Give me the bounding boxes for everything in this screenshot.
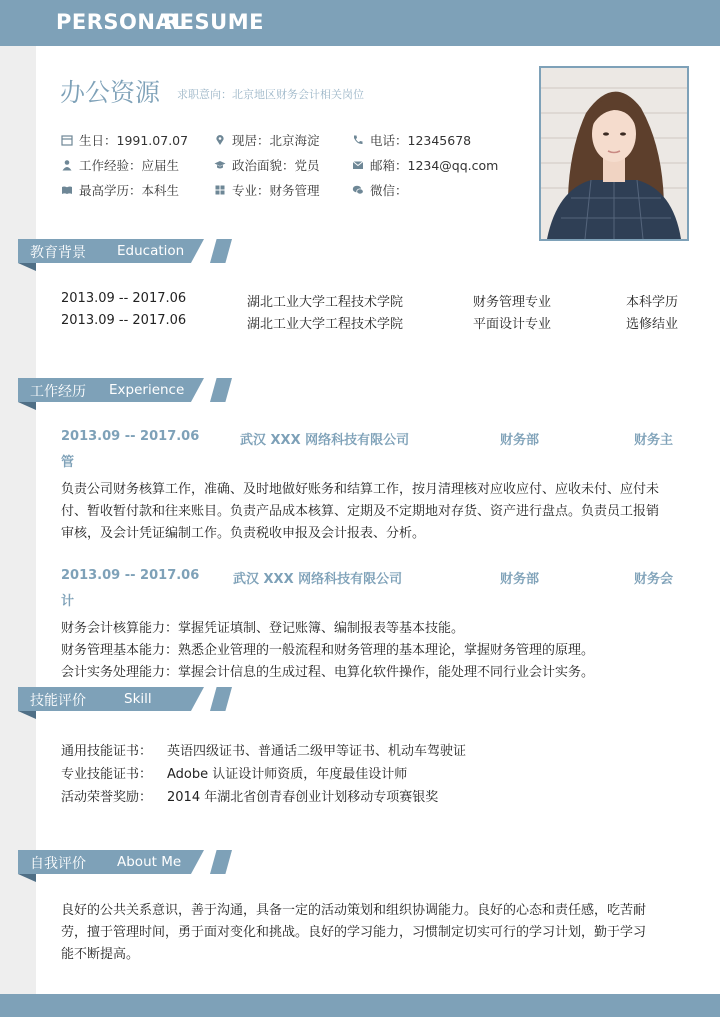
experience-company: 武汉 XXX 网络科技有限公司 <box>233 572 403 587</box>
section-title-cn: 技能评价 <box>30 693 86 709</box>
skill-row <box>61 763 407 782</box>
section-title-en: Skill <box>124 691 152 707</box>
profile-photo <box>539 66 689 241</box>
section-title-en: Education <box>117 243 185 259</box>
calendar-icon <box>61 134 73 146</box>
section-title-en: Experience <box>109 382 185 398</box>
about-me-text <box>61 900 681 966</box>
section-title-en: About Me <box>117 854 182 870</box>
location-icon <box>214 134 226 146</box>
skill-label: 通用技能证书： <box>61 744 153 759</box>
grid-icon <box>214 184 226 196</box>
experience-period: 2013.09 -- 2017.06 <box>61 429 200 444</box>
education-degree: 选修结业 <box>626 317 679 332</box>
info-birthday: 生日：1991.07.07 <box>61 131 188 149</box>
section-header-experience <box>18 378 233 402</box>
header-word-personal: PERSONAL <box>56 10 187 34</box>
mail-icon <box>352 159 364 171</box>
section-title-cn: 教育背景 <box>30 245 86 261</box>
education-degree: 本科学历 <box>626 295 679 310</box>
about-line: 良好的公共关系意识，善于沟通，具备一定的活动策划和组织协调能力。良好的心态和责任感，吃苦耐 <box>61 903 647 918</box>
skill-row <box>61 740 466 759</box>
info-education-level: 最高学历：本科生 <box>61 181 179 199</box>
education-major: 平面设计专业 <box>473 317 552 332</box>
description-line: 财务会计核算能力：掌握凭证填制、登记账簿、编制报表等基本技能。 <box>61 621 465 636</box>
experience-header <box>61 568 681 608</box>
education-period: 2013.09 -- 2017.06 <box>61 291 187 306</box>
section-title-cn: 工作经历 <box>30 384 86 400</box>
section-header-about <box>18 850 233 874</box>
skill-row <box>61 786 438 805</box>
experience-title-wrap: 管 <box>61 455 75 470</box>
book-icon <box>61 184 73 196</box>
experience-period: 2013.09 -- 2017.06 <box>61 568 200 583</box>
skill-value: 2014 年湖北省创青春创业计划移动专项赛银奖 <box>167 790 439 805</box>
experience-title: 财务主 <box>634 433 674 448</box>
skill-label: 活动荣誉奖励： <box>61 790 153 805</box>
chat-icon <box>352 184 364 196</box>
candidate-name: 办公资源 <box>60 78 161 107</box>
footer-bar <box>0 994 720 1017</box>
experience-title-wrap: 计 <box>61 594 75 609</box>
description-line: 会计实务处理能力：掌握会计信息的生成过程、电算化软件操作，能处理不同行业会计实务。 <box>61 665 595 680</box>
info-wechat: 微信： <box>352 181 408 199</box>
info-political: 政治面貌：党员 <box>214 156 320 174</box>
job-intent: 求职意向：北京地区财务会计相关岗位 <box>177 88 364 101</box>
info-major: 专业：财务管理 <box>214 181 320 199</box>
experience-title: 财务会 <box>634 572 674 587</box>
info-phone: 电话：12345678 <box>352 131 471 149</box>
section-header-skill <box>18 687 233 711</box>
description-line: 财务管理基本能力：熟悉企业管理的一般流程和财务管理的基本理论，掌握财务管理的原理。 <box>61 643 595 658</box>
skill-value: Adobe 认证设计师资质，年度最佳设计师 <box>167 767 408 782</box>
experience-header <box>61 429 681 469</box>
about-line: 劳，擅于管理时间，勇于面对变化和挑战。良好的学习能力，习惯制定切实可行的学习计划，勤于学习 <box>61 925 647 940</box>
header-word-resume: RESUME <box>163 10 264 34</box>
header-bar <box>0 0 720 46</box>
section-title-cn: 自我评价 <box>30 856 86 872</box>
graduation-cap-icon <box>214 159 226 171</box>
education-period: 2013.09 -- 2017.06 <box>61 313 187 328</box>
skill-value: 英语四级证书、普通话二级甲等证书、机动车驾驶证 <box>167 744 467 759</box>
experience-description <box>61 618 681 684</box>
info-residence: 现居：北京海淀 <box>214 131 320 149</box>
experience-dept: 财务部 <box>500 433 540 448</box>
phone-icon <box>352 134 364 146</box>
description-line: 负责公司财务核算工作，准确、及时地做好账务和结算工作，按月清理核对应收应付、应收未付、应付未 <box>61 482 660 497</box>
experience-company: 武汉 XXX 网络科技有限公司 <box>240 433 410 448</box>
about-line: 能不断提高。 <box>61 947 140 962</box>
info-experience: 工作经验：应届生 <box>61 156 179 174</box>
description-line: 审核，及会计凭证编制工作。负责税收申报及会计报表、分析。 <box>61 526 426 541</box>
education-school: 湖北工业大学工程技术学院 <box>247 295 404 310</box>
experience-description <box>61 479 681 545</box>
education-major: 财务管理专业 <box>473 295 552 310</box>
skill-label: 专业技能证书： <box>61 767 153 782</box>
info-email: 邮箱：1234@qq.com <box>352 156 498 174</box>
description-line: 付、暂收暂付款和往来账目。负责产品成本核算、定期及不定期地对存货、资产进行盘点。负责员工报销 <box>61 504 660 519</box>
education-school: 湖北工业大学工程技术学院 <box>247 317 404 332</box>
section-header-education <box>18 239 233 263</box>
experience-dept: 财务部 <box>500 572 540 587</box>
person-icon <box>61 159 73 171</box>
